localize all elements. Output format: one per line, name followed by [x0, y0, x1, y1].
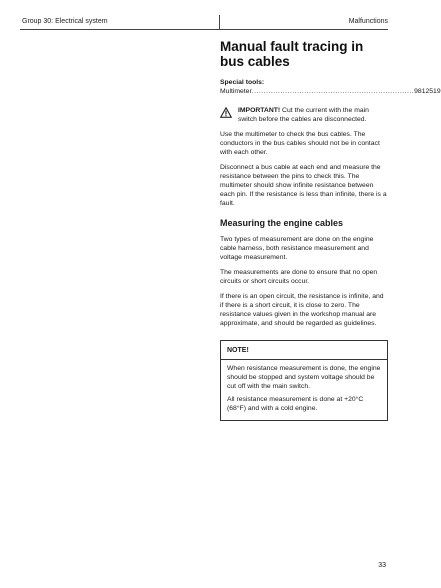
warning-triangle-icon — [220, 106, 238, 124]
page-number: 33 — [378, 562, 386, 569]
warning-label: IMPORTANT! — [238, 107, 281, 114]
page-title: Manual fault tracing in bus cables — [220, 39, 364, 69]
header-chapter-title: Malfunctions — [348, 18, 388, 25]
special-tool-row — [220, 87, 441, 96]
paragraph: Use the multimeter to check the bus cables. The conductors in the bus cables should not be in contact with each other. — [220, 131, 380, 156]
tool-leader-dots: .................................................................... — [251, 88, 415, 95]
section-paragraph: If there is an open circuit, the resistance is infinite, and if there is a short circuit, it is close to zero. The resistance values given in the workshop manual are approximate, and should be regarded as guidelines. — [220, 293, 384, 327]
section-paragraph: The measurements are done to ensure that no open circuits or short circuits occur. — [220, 269, 378, 285]
header-rule — [20, 29, 388, 30]
important-warning — [220, 106, 388, 124]
special-tools-label: Special tools: — [220, 79, 265, 86]
header-column-divider — [219, 15, 220, 30]
note-divider — [221, 359, 387, 360]
note-box — [220, 340, 388, 421]
section-paragraph: Two types of measurement are done on the engine cable harness, both resistance measurement and voltage measurement. — [220, 236, 374, 261]
warning-text — [238, 106, 388, 124]
main-column — [220, 39, 441, 421]
note-paragraph: When resistance measurement is done, the engine should be stopped and system voltage should be cut off with the main switch. — [227, 365, 381, 390]
header-section-title: Group 30: Electrical system — [22, 18, 108, 25]
warning-body: Cut the current with the main switch before the cables are disconnected. — [238, 107, 369, 123]
tool-name: Multimeter — [220, 88, 252, 95]
note-title: NOTE! — [227, 347, 249, 354]
section-heading: Measuring the engine cables — [220, 218, 344, 228]
page-header — [20, 14, 388, 28]
paragraph: Disconnect a bus cable at each end and measure the resistance between the pins to check this. The multimeter should show infinite resistance between each pin. If the resistance is less than infinite, there is a fault. — [220, 164, 387, 207]
special-tools — [220, 78, 441, 96]
note-paragraph: All resistance measurement is done at +20°C (68°F) and with a cold engine. — [227, 396, 364, 412]
tool-number: 9812519 — [414, 88, 441, 95]
